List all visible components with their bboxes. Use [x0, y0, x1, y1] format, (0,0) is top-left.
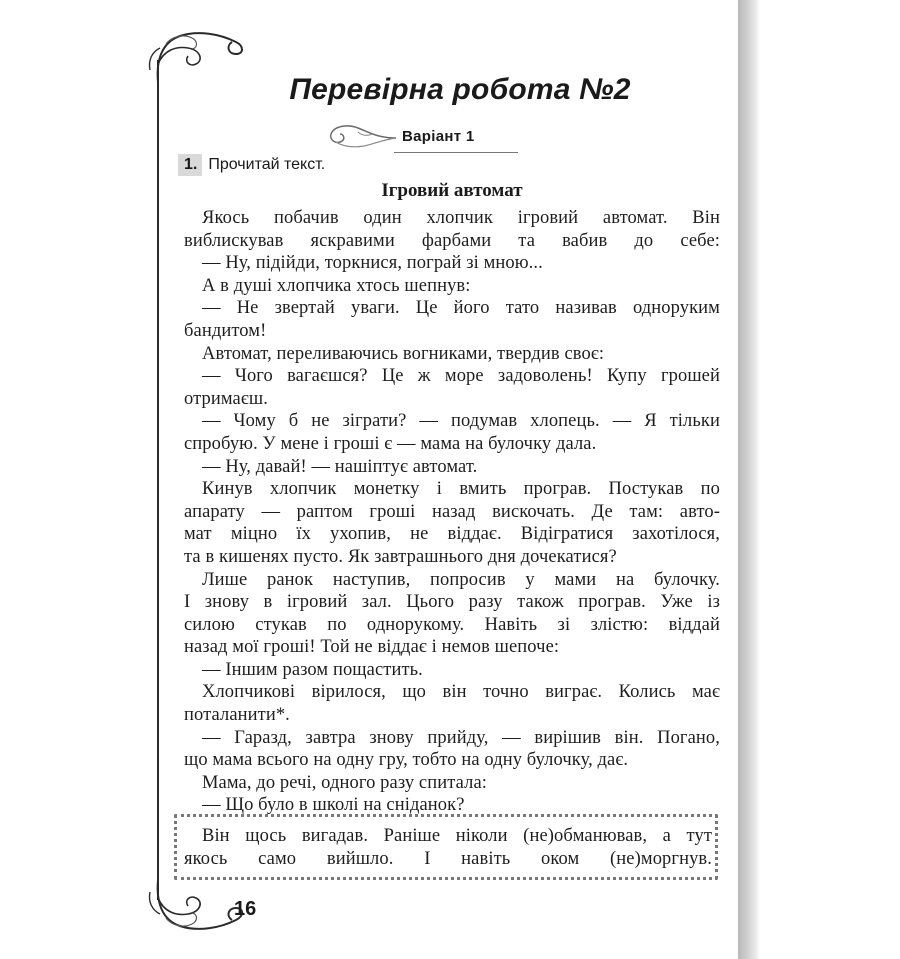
story-line: та в кишенях пусто. Як завтрашнього дня дочекатися?	[184, 546, 617, 567]
story-line: — Іншим разом пощастить.	[202, 659, 423, 680]
story-line: Автомат, переливаючись вогниками, твердив своє:	[202, 343, 605, 364]
exercise-line: Він щось вигадав. Раніше ніколи (не)обманював, а тут	[202, 826, 712, 846]
story-line: — Чого вагаєшся? Це ж море задоволень! Купу грошей	[202, 366, 720, 387]
story-line: поталанити*.	[184, 705, 290, 726]
variant-header	[318, 120, 618, 152]
story-line: Якось побачив один хлопчик ігровий автомат. Він	[202, 208, 720, 228]
top-left-flourish-ornament	[140, 24, 250, 84]
story-line: — Гаразд, завтра знову прийду, — вирішив він. Погано,	[202, 727, 720, 748]
page-number: 16	[234, 898, 257, 920]
story-line: А в душі хлопчика хтось шепнув:	[202, 275, 471, 296]
variant-flourish-ornament	[318, 120, 398, 150]
exercise-line: якось само вийшло. І навіть оком (не)моргнув.	[184, 848, 712, 869]
story-line: апарату — раптом гроші назад вискочать. Де там: авто-	[184, 501, 720, 522]
page-title: Перевірна робота №2	[289, 73, 631, 106]
story-line: Хлопчикові вірилося, що він точно виграє. Колись має	[202, 682, 720, 703]
story-title: Ігровий автомат	[381, 180, 523, 201]
story-line: — Не звертай уваги. Це його тато називав одноруким	[202, 298, 720, 319]
story-line: мат міцно їх ухопив, не віддає. Відігратися захотілося,	[184, 524, 720, 545]
story-line: назад мої гроші! Той не віддає і немов шепоче:	[184, 637, 560, 658]
frame-line	[157, 60, 159, 900]
variant-label: Варіант 1	[402, 128, 475, 145]
task-instruction-text: Прочитай текст.	[208, 156, 326, 173]
story-text	[184, 207, 720, 817]
story-line: виблискував яскравими фарбами та вабив до себе:	[184, 230, 720, 251]
story-line: Мама, до речі, одного разу спитала:	[202, 772, 488, 793]
story-line: І знову в ігровий зал. Цього разу також програв. Уже із	[184, 592, 720, 613]
story-line: що мама всього на одну гру, тобто на одну булочку, дає.	[184, 750, 629, 771]
story-line: отримаєш.	[184, 388, 268, 409]
story-line: бандитом!	[184, 320, 267, 341]
story-line: — Ну, давай! — нашіптує автомат.	[202, 456, 478, 477]
task-instruction	[178, 152, 325, 178]
story-line: — Чому б не зіграти? — подумав хлопець. — Я тільки	[202, 411, 720, 432]
page-binding-shadow	[738, 0, 760, 959]
story-line: — Ну, підійди, торкнися, пограй зі мною...	[202, 253, 543, 274]
story-line: — Що було в школі на сніданок?	[202, 795, 465, 816]
story-line: силою стукав по однорукому. Навіть зі злістю: віддай	[184, 614, 720, 635]
story-line: Лише ранок наступив, попросив у мами на булочку.	[202, 569, 720, 590]
variant-underline	[394, 152, 518, 153]
exercise-text	[184, 825, 712, 870]
task-number-badge: 1.	[178, 154, 202, 176]
story-line: Кинув хлопчик монетку і вмить програв. Постукав по	[202, 479, 720, 500]
story-line: спробую. У мене і гроші є — мама на булочку дала.	[184, 433, 597, 454]
